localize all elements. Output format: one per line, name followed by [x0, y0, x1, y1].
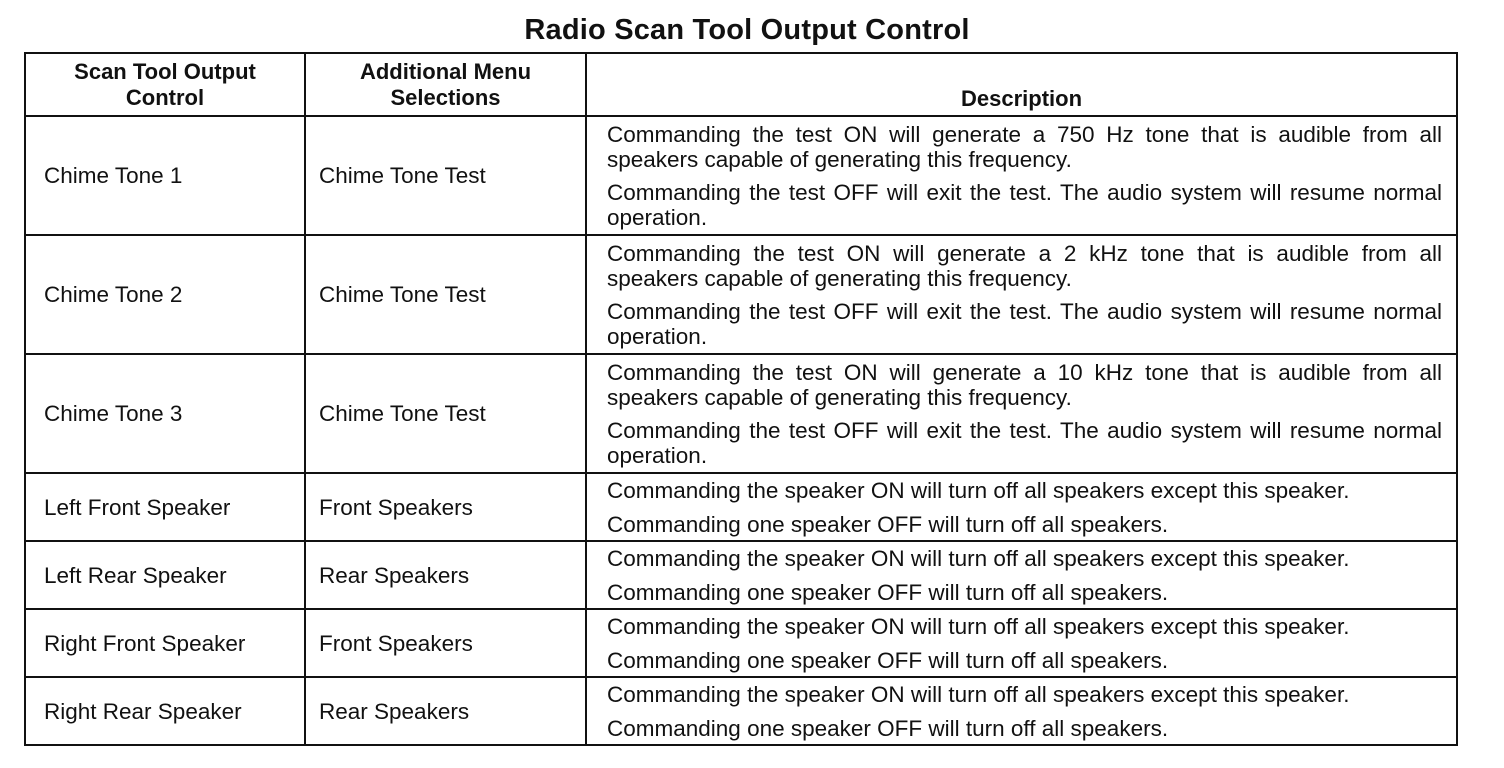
description-on-text: Commanding the speaker ON will turn off all speakers except this speaker.	[607, 681, 1350, 707]
table-row	[25, 609, 1457, 677]
description-cell	[586, 541, 1457, 609]
description-on-text: Commanding the test ON will generate a 750 Hz tone that is audible from all speakers capable of generating this frequency.	[607, 121, 1442, 172]
table-header-row	[25, 53, 1457, 116]
menu-selection-cell: Chime Tone Test	[305, 354, 586, 473]
output-control-cell: Right Front Speaker	[25, 609, 305, 677]
table-row	[25, 541, 1457, 609]
description-off-text: Commanding the test OFF will exit the test. The audio system will resume normal operation.	[607, 417, 1442, 468]
header-additional-menu-selections: Additional Menu Selections	[305, 53, 586, 116]
description-off-text: Commanding one speaker OFF will turn off all speakers.	[607, 715, 1169, 741]
description-on-text: Commanding the speaker ON will turn off all speakers except this speaker.	[607, 545, 1350, 571]
menu-selection-cell: Chime Tone Test	[305, 116, 586, 235]
output-control-cell: Chime Tone 3	[25, 354, 305, 473]
menu-selection-cell: Chime Tone Test	[305, 235, 586, 354]
description-off-text: Commanding one speaker OFF will turn off all speakers.	[607, 511, 1169, 537]
description-cell	[586, 116, 1457, 235]
menu-selection-cell: Rear Speakers	[305, 541, 586, 609]
table-row	[25, 473, 1457, 541]
description-off-text: Commanding the test OFF will exit the test. The audio system will resume normal operation.	[607, 298, 1442, 349]
table-row	[25, 354, 1457, 473]
table-row	[25, 235, 1457, 354]
output-control-cell: Left Rear Speaker	[25, 541, 305, 609]
menu-selection-cell: Front Speakers	[305, 473, 586, 541]
output-control-cell: Chime Tone 1	[25, 116, 305, 235]
table-row	[25, 677, 1457, 745]
menu-selection-cell: Front Speakers	[305, 609, 586, 677]
description-cell	[586, 677, 1457, 745]
description-cell	[586, 473, 1457, 541]
description-off-text: Commanding one speaker OFF will turn off all speakers.	[607, 647, 1169, 673]
description-off-text: Commanding one speaker OFF will turn off all speakers.	[607, 579, 1169, 605]
output-control-cell: Left Front Speaker	[25, 473, 305, 541]
description-cell	[586, 235, 1457, 354]
menu-selection-cell: Rear Speakers	[305, 677, 586, 745]
header-description: Description	[586, 53, 1457, 116]
description-on-text: Commanding the speaker ON will turn off all speakers except this speaker.	[607, 477, 1350, 503]
output-control-table	[24, 52, 1458, 746]
description-cell	[586, 354, 1457, 473]
description-on-text: Commanding the test ON will generate a 2 kHz tone that is audible from all speakers capable of generating this frequency.	[607, 240, 1442, 291]
description-off-text: Commanding the test OFF will exit the test. The audio system will resume normal operation.	[607, 179, 1442, 230]
description-cell	[586, 609, 1457, 677]
output-control-cell: Right Rear Speaker	[25, 677, 305, 745]
output-control-cell: Chime Tone 2	[25, 235, 305, 354]
header-scan-tool-output-control: Scan Tool Output Control	[25, 53, 305, 116]
description-on-text: Commanding the speaker ON will turn off all speakers except this speaker.	[607, 613, 1350, 639]
page-title: Radio Scan Tool Output Control	[524, 14, 970, 46]
description-on-text: Commanding the test ON will generate a 10 kHz tone that is audible from all speakers capable of generating this frequency.	[607, 359, 1442, 410]
table-row	[25, 116, 1457, 235]
